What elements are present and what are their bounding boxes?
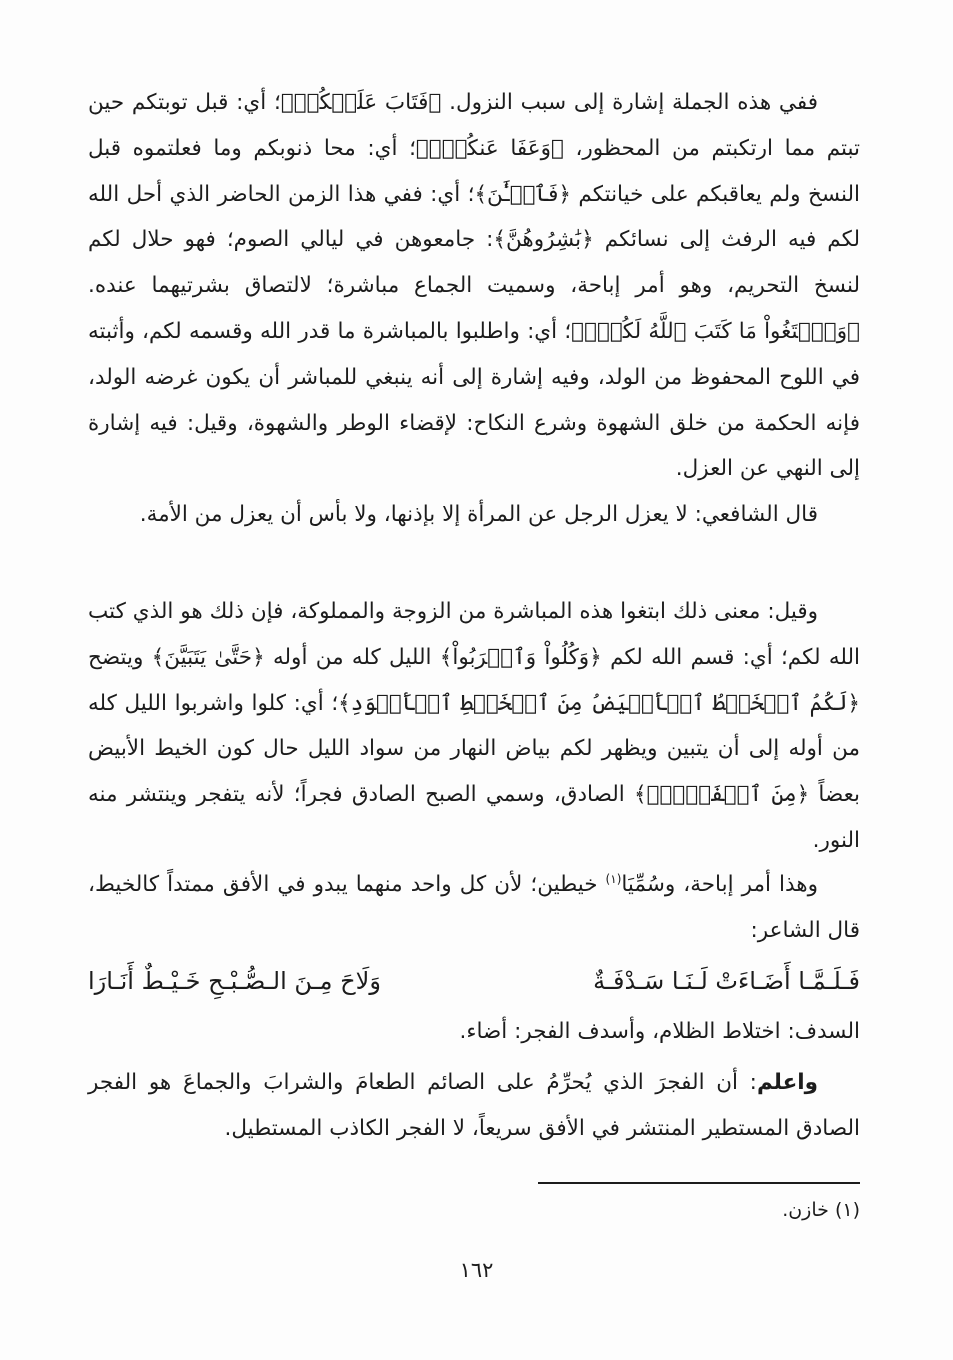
text-span: ؛ أي: كلوا واشربوا الليل كله من أوله إلى أن يتبين ويظهر لكم بياض النهار من سواد الليل حال كون الخيط الأبيض بعضاً (88, 690, 860, 808)
text-span: ؛ أي: قبل توبتكم حين تبتم مما ارتكبتم من المحظور، (88, 90, 860, 161)
footnote-reference[interactable]: (١) (605, 871, 622, 886)
text-span: ؛ أي: واطلبوا بالمباشرة ما قدر الله وقسمه لكم، وأثبته في اللوح المحفوظ من الولد، وفيه إشارة إلى أنه ينبغي للمباشر أن يكون غرضه الولد، فإنه الحكمة من خلق الشهوة وشرع النكاح: لإقضاء الوطر والشهوة، وقيل: فيه إشارة إلى النهي عن العزل. (88, 318, 860, 482)
paragraph-1 (88, 80, 860, 492)
footnote-text: خازن. (782, 1199, 829, 1221)
poetry-verse (88, 958, 860, 1004)
footnote (782, 1196, 860, 1224)
text-span: ؛ أي: محا ذنوبكم وما فعلتموه قبل النسخ ولم يعاقبكم على خيانتكم (88, 135, 861, 207)
quran-quote: ﴿حَتَّىٰ يَتَبَيَّنَ﴾ (151, 644, 265, 670)
text-span: ويتضح (88, 644, 152, 670)
text-span: ؛ أي: ففي هذا الزمن الحاضر الذي أحل الله لكم فيه الرفث إلى نسائكم (88, 181, 860, 253)
text-span: خيطين؛ لأن كل واحد منهما يبدو في الأفق ممتداً كالخيط، قال الشاعر: (88, 872, 860, 943)
paragraph-5 (88, 1060, 860, 1152)
text-span: الصادق، وسمي الصبح الصادق فجراً؛ لأنه يتفجر وينتشر منه النور. (88, 782, 860, 853)
text-span: الليل كله من أوله (264, 644, 440, 670)
quran-quote: ﴿لَكُمُ ٱلۡخَيۡطُ ٱلۡأَبۡيَضُ مِنَ ٱلۡخَيۡطِ ٱلۡأَسۡوَدِ﴾ (338, 690, 860, 716)
text-span: وهذا أمر إباحة، وسُمِّيَا (621, 872, 818, 897)
quran-quote: ﴿فَٱلۡـَٰٔنَ﴾ (474, 181, 571, 207)
page-number: ١٦٢ (459, 1258, 494, 1282)
quran-quote: ﴿وَعَفَا عَنكُمۡۖ﴾ (415, 135, 564, 161)
quran-quote: ﴿وَكُلُواْ وَٱشۡرَبُواْ﴾ (439, 644, 602, 670)
text-span: وقيل: معنى ذلك ابتغوا هذه المباشرة من الزوجة والمملوكة، فإن ذلك هو الذي كتب الله لكم؛ أي: قسم الله لكم (88, 599, 861, 670)
verse-gloss: السدف: اختلاط الظلام، وأسدف الفجر: أضاء. (459, 1019, 860, 1044)
text-span: ففي هذه الجملة إشارة إلى سبب النزول. (441, 90, 818, 115)
footnote-divider (538, 1182, 860, 1184)
quran-quote: ﴿بَٰشِرُوهُنَّ﴾ (493, 227, 594, 253)
text-span: : أن الفجرَ الذي يُحرِّمُ على الصائم الطعامَ والشرابَ والجماعَ هو الفجر الصادق المستطير المنتشر في الأفق سريعاً، لا الفجر الكاذب المستطيل. (88, 1070, 860, 1141)
verse-second-hemistich: وَلَاحَ مِـنَ الـصُّـبْـحِ خَـيْـطٌ أَنَـارَا (88, 967, 381, 995)
quran-quote: ﴿مِنَ ٱلۡفَجۡرِۖ﴾ (634, 782, 810, 808)
quran-quote: ﴿وَٱبۡتَغُواْ مَا كَتَبَ ٱللَّهُ لَكُمۡۚ﴾ (571, 318, 860, 344)
quran-quote: ﴿فَتَابَ عَلَيۡكُمۡ﴾ (280, 90, 442, 115)
paragraph-3 (88, 589, 860, 864)
bold-lead-word: واعلم (756, 1070, 818, 1095)
paragraph-2 (88, 492, 860, 538)
footnote-marker: (١) (834, 1199, 860, 1221)
verse-first-hemistich: فَـلَـمَّـا أَضَـاءَتْ لَـنَـا سَـدْفَـةٌ (593, 967, 860, 995)
paragraph-4 (88, 862, 860, 954)
text-span: قال الشافعي: لا يعزل الرجل عن المرأة إلا بإذنها، ولا بأس أن يعزل من الأمة. (139, 502, 818, 527)
text-span: : جامعوهن في ليالي الصوم؛ فهو حلال لكم لنسخ التحريم، وهو أمر إباحة، وسميت الجماع مباشرة؛ لالتصاق بشرتيهما عنده. (88, 227, 860, 299)
